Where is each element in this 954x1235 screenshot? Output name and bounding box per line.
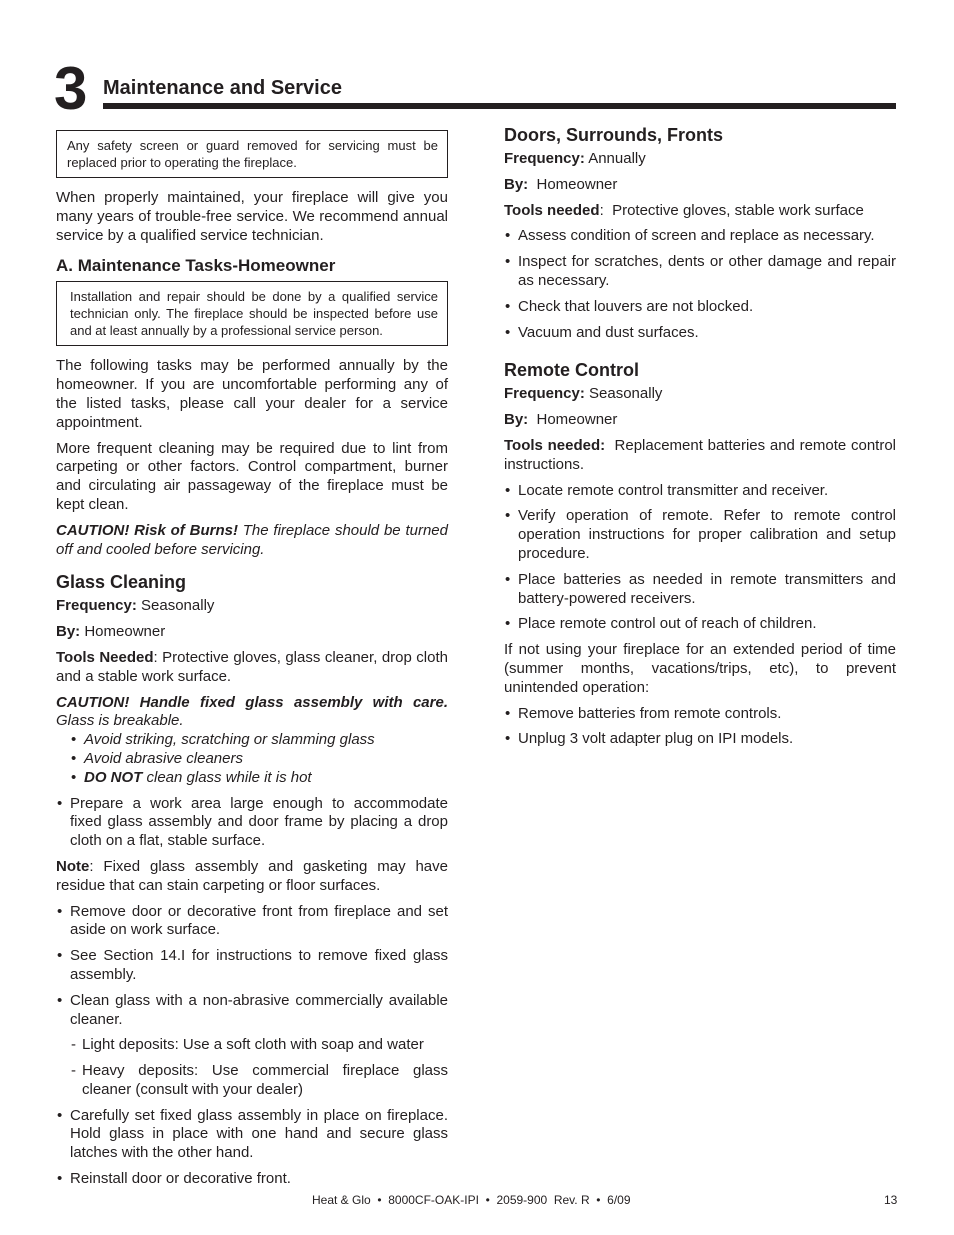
list-item: • Assess condition of screen and replace as necessary. [504, 227, 896, 246]
list-item: • Check that louvers are not blocked. [504, 298, 896, 317]
title-rule [103, 103, 896, 109]
list-item: • Verify operation of remote. Refer to remote control operation instructions for proper calibration and setup procedure. [504, 507, 896, 563]
burn-caution-text: The fireplace should be turned off and cooled before servicing. [56, 521, 448, 558]
frequency-label: Frequency: [504, 150, 585, 167]
list-item [70, 769, 448, 788]
glass-caution-list [70, 731, 448, 787]
note-text: : Fixed glass assembly and gasketing may have residue that can stain carpeting or floor surfaces. [56, 857, 448, 894]
list-item: • Remove batteries from remote controls. [504, 705, 896, 724]
deposit-list [70, 1036, 448, 1099]
section-title: Maintenance and Service [103, 77, 342, 99]
glass-note [56, 858, 448, 896]
qualified-technician-notice: Installation and repair should be done by a qualified service technician only. The fireplace should be inspected before use and at least annually by a professional service person. [56, 281, 448, 346]
list-item: - Heavy deposits: Use commercial fireplace glass cleaner (consult with your dealer) [70, 1062, 448, 1100]
left-column [56, 130, 448, 1196]
list-item: - Light deposits: Use a soft cloth with soap and water [70, 1036, 448, 1055]
doors-frequency [504, 150, 896, 169]
remote-heading: Remote Control [504, 360, 639, 381]
tools-value: Replacement batteries and remote control instructions. [504, 436, 901, 473]
glass-caution-label: CAUTION! Handle fixed glass assembly with care. [56, 693, 448, 711]
glass-caution [56, 694, 448, 732]
by-value: Homeowner [80, 623, 166, 641]
footer-doc-info: Heat & Glo • 8000CF-OAK-IPI • 2059-900 Rev. R • 6/09 [312, 1193, 631, 1207]
frequent-cleaning-paragraph: More frequent cleaning may be required due to lint from carpeting or other factors. Control compartment, burner and circulating air passageway of the fireplace must be kept clean. [56, 439, 448, 513]
maintenance-tasks-heading: A. Maintenance Tasks-Homeowner [56, 256, 336, 276]
burn-caution [56, 522, 448, 560]
frequency-value: Seasonally [136, 597, 215, 615]
by-value: Homeowner [528, 411, 618, 429]
glass-cleaning-heading: Glass Cleaning [56, 572, 187, 593]
page-number: 13 [884, 1193, 898, 1207]
tools-value: : Protective gloves, glass cleaner, drop cloth and a stable work surface. [56, 648, 448, 685]
frequency-label: Frequency: [56, 597, 137, 615]
right-column [504, 124, 901, 756]
intro-paragraph: When properly maintained, your fireplace will give you many years of trouble-free service. We recommend annual service by a qualified service technician. [56, 189, 448, 244]
frequency-label: Frequency: [504, 385, 585, 403]
list-item: • Prepare a work area large enough to accommodate fixed glass assembly and door frame by placing a drop cloth on a flat, stable surface. [56, 795, 448, 851]
frequency-value: Annually [584, 150, 646, 167]
safety-screen-notice: Any safety screen or guard removed for servicing must be replaced prior to operating the fireplace. [56, 130, 448, 178]
remote-storage-paragraph: If not using your fireplace for an extended period of time (summer months, vacations/trips, etc), to prevent unintended operation: [504, 641, 896, 696]
list-item: • Avoid abrasive cleaners [70, 750, 448, 769]
list-item: • Carefully set fixed glass assembly in place on fireplace. Hold glass in place with one hand and secure glass latches with the other hand. [56, 1107, 448, 1163]
by-label: By: [504, 411, 529, 429]
list-item-text: Clean glass with a non-abrasive commercially available cleaner. [70, 991, 448, 1028]
glass-frequency [56, 597, 448, 616]
do-not-text: clean glass while it is hot [142, 768, 312, 786]
glass-by [56, 623, 448, 642]
remote-by [504, 411, 896, 430]
do-not-label: DO NOT [84, 768, 143, 786]
doors-tools [504, 202, 896, 221]
list-item: • Remove door or decorative front from fireplace and set aside on work surface. [56, 903, 448, 941]
list-item: • Avoid striking, scratching or slamming glass [70, 731, 448, 750]
remote-list [504, 482, 896, 635]
burn-caution-label: CAUTION! Risk of Burns! [56, 521, 238, 539]
frequency-value: Seasonally [584, 385, 663, 403]
tools-label: Tools Needed [56, 648, 154, 666]
note-label: Note [56, 857, 90, 875]
glass-steps-list-2 [56, 903, 448, 1189]
by-label: By: [504, 175, 529, 193]
by-value: Homeowner [528, 175, 618, 193]
list-item: • See Section 14.I for instructions to remove fixed glass assembly. [56, 947, 448, 985]
list-item: • Reinstall door or decorative front. [56, 1170, 448, 1189]
glass-caution-text: Glass is breakable. [56, 712, 184, 730]
section-number: 3 [54, 55, 86, 122]
list-item: • Place batteries as needed in remote transmitters and battery-powered receivers. [504, 571, 896, 609]
homeowner-tasks-paragraph: The following tasks may be performed annually by the homeowner. If you are uncomfortable performing any of the listed tasks, please call your dealer for a service appointment. [56, 357, 448, 431]
list-item: • Locate remote control transmitter and receiver. [504, 482, 896, 501]
doors-by [504, 176, 896, 195]
tools-label: Tools needed [504, 201, 600, 219]
remote-tools [504, 436, 901, 475]
list-item: • Unplug 3 volt adapter plug on IPI models. [504, 730, 896, 749]
remote-storage-list [504, 705, 896, 750]
doors-list [504, 227, 896, 342]
tools-value: : Protective gloves, stable work surface [599, 201, 864, 219]
doors-heading: Doors, Surrounds, Fronts [504, 125, 724, 145]
remote-frequency [504, 385, 896, 404]
by-label: By: [56, 623, 81, 641]
list-item: • Place remote control out of reach of children. [504, 615, 896, 634]
list-item: • Vacuum and dust surfaces. [504, 324, 896, 343]
tools-label: Tools needed: [504, 436, 606, 454]
glass-steps-list-1 [56, 795, 448, 851]
list-item [56, 992, 448, 1100]
glass-tools [56, 649, 448, 687]
list-item: • Inspect for scratches, dents or other damage and repair as necessary. [504, 253, 896, 291]
